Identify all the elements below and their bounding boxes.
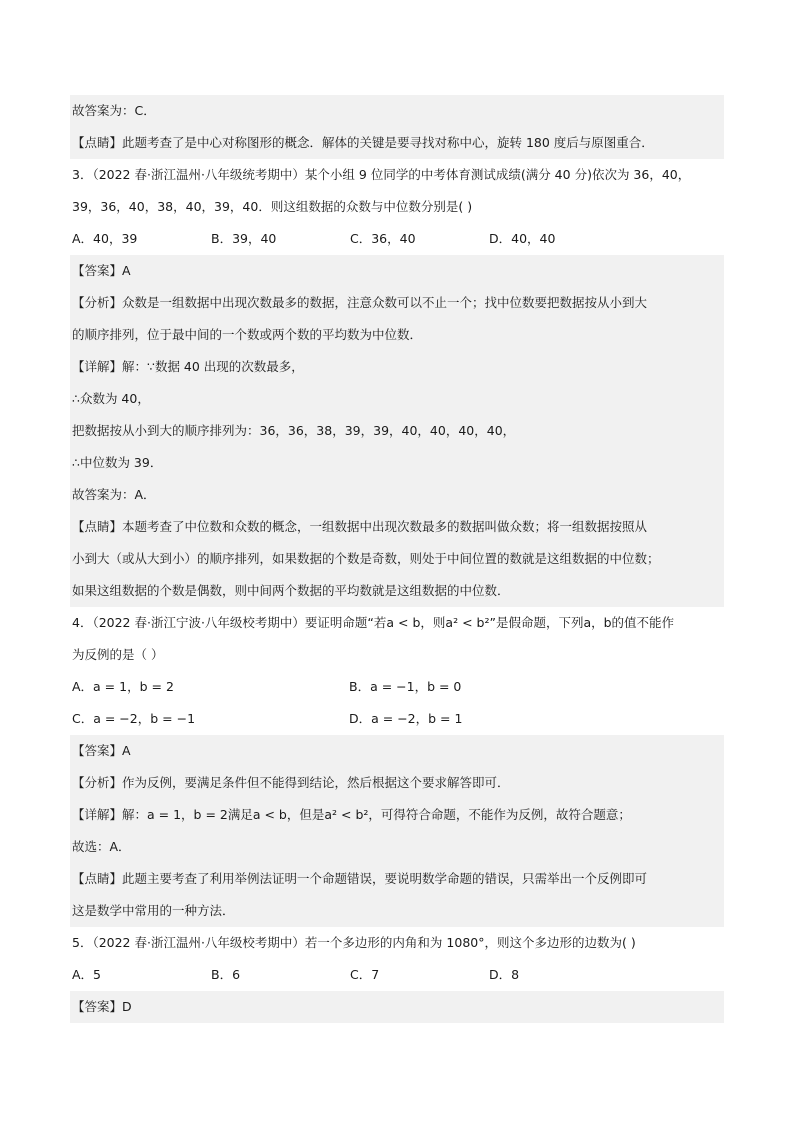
q4-choice-a: A．a = 1，b = 2 bbox=[72, 679, 174, 694]
q3-answer: 【答案】A bbox=[70, 255, 724, 287]
q4-answer: 【答案】A bbox=[70, 735, 724, 767]
q5-choice-a: A．5 bbox=[72, 967, 102, 982]
q3-analysis-line1: 【分析】众数是一组数据中出现次数最多的数据，注意众数可以不止一个；找中位数要把数据按从小到大 bbox=[70, 287, 724, 319]
q3-choice-d: D．40，40 bbox=[489, 231, 556, 246]
q4-comment-line2: 这是数学中常用的一种方法． bbox=[70, 895, 724, 927]
q5-choice-b: B．6 bbox=[211, 967, 241, 982]
q3-detail-line2: ∴众数为 40， bbox=[70, 383, 724, 415]
q4-choice-b: B．a = −1，b = 0 bbox=[349, 679, 462, 694]
q2-answer-line: 故答案为：C． bbox=[70, 95, 724, 127]
q5-choices bbox=[70, 959, 724, 991]
q3-choice-b: B．39，40 bbox=[211, 231, 277, 246]
q3-choices bbox=[70, 223, 724, 255]
q3-stem-line1: 3．（2022 春·浙江温州·八年级统考期中）某个小组 9 位同学的中考体育测试成绩(满分 40 分)依次为 36，40， bbox=[72, 167, 691, 182]
q4-choice-d: D．a = −2，b = 1 bbox=[349, 711, 463, 726]
q3-detail-line1: 【详解】解：∵数据 40 出现的次数最多， bbox=[70, 351, 724, 383]
q3-comment-line3: 如果这组数据的个数是偶数，则中间两个数据的平均数就是这组数据的中位数． bbox=[70, 575, 724, 607]
worksheet-page bbox=[70, 95, 724, 1023]
q4-stem-line1: 4．（2022 春·浙江宁波·八年级校考期中）要证明命题“若a < b，则a² < b²”是假命题，下列a，b的值不能作 bbox=[72, 615, 675, 630]
q4-choices-row2 bbox=[70, 703, 724, 735]
q5-choice-d: D．8 bbox=[489, 967, 520, 982]
q4-detail: 【详解】解：a = 1，b = 2满足a < b，但是a² < b²，可得符合命题，不能作为反例，故符合题意； bbox=[70, 799, 724, 831]
q4-analysis: 【分析】作为反例，要满足条件但不能得到结论，然后根据这个要求解答即可． bbox=[70, 767, 724, 799]
q3-detail-line4: ∴中位数为 39． bbox=[70, 447, 724, 479]
q5-stem: 5．（2022 春·浙江温州·八年级校考期中）若一个多边形的内角和为 1080°，则这个多边形的边数为( ) bbox=[72, 935, 636, 950]
q3-conclusion: 故答案为：A． bbox=[70, 479, 724, 511]
q3-comment-line1: 【点睛】本题考查了中位数和众数的概念，一组数据中出现次数最多的数据叫做众数；将一组数据按照从 bbox=[70, 511, 724, 543]
q3-choice-c: C．36，40 bbox=[350, 231, 416, 246]
q3-stem-line2: 39，36，40，38，40，39，40．则这组数据的众数与中位数分别是( ) bbox=[72, 199, 473, 214]
q4-comment-line1: 【点睛】此题主要考查了利用举例法证明一个命题错误，要说明数学命题的错误，只需举出一个反例即可 bbox=[70, 863, 724, 895]
q4-choices-row1 bbox=[70, 671, 724, 703]
q3-analysis-line2: 的顺序排列，位于最中间的一个数或两个数的平均数为中位数． bbox=[70, 319, 724, 351]
q5-choice-c: C．7 bbox=[350, 967, 380, 982]
q3-choice-a: A．40，39 bbox=[72, 231, 138, 246]
q2-comment: 【点睛】此题考查了是中心对称图形的概念．解体的关键是要寻找对称中心，旋转 180 度后与原图重合． bbox=[70, 127, 724, 159]
q3-detail-line3: 把数据按从小到大的顺序排列为：36，36，38，39，39，40，40，40，40， bbox=[70, 415, 724, 447]
q4-stem-line2: 为反例的是（ ） bbox=[72, 647, 164, 662]
q4-choice-c: C．a = −2，b = −1 bbox=[72, 711, 196, 726]
q4-conclusion: 故选：A． bbox=[70, 831, 724, 863]
q3-comment-line2: 小到大（或从大到小）的顺序排列，如果数据的个数是奇数，则处于中间位置的数就是这组数据的中位数； bbox=[70, 543, 724, 575]
q5-answer: 【答案】D bbox=[70, 991, 724, 1023]
